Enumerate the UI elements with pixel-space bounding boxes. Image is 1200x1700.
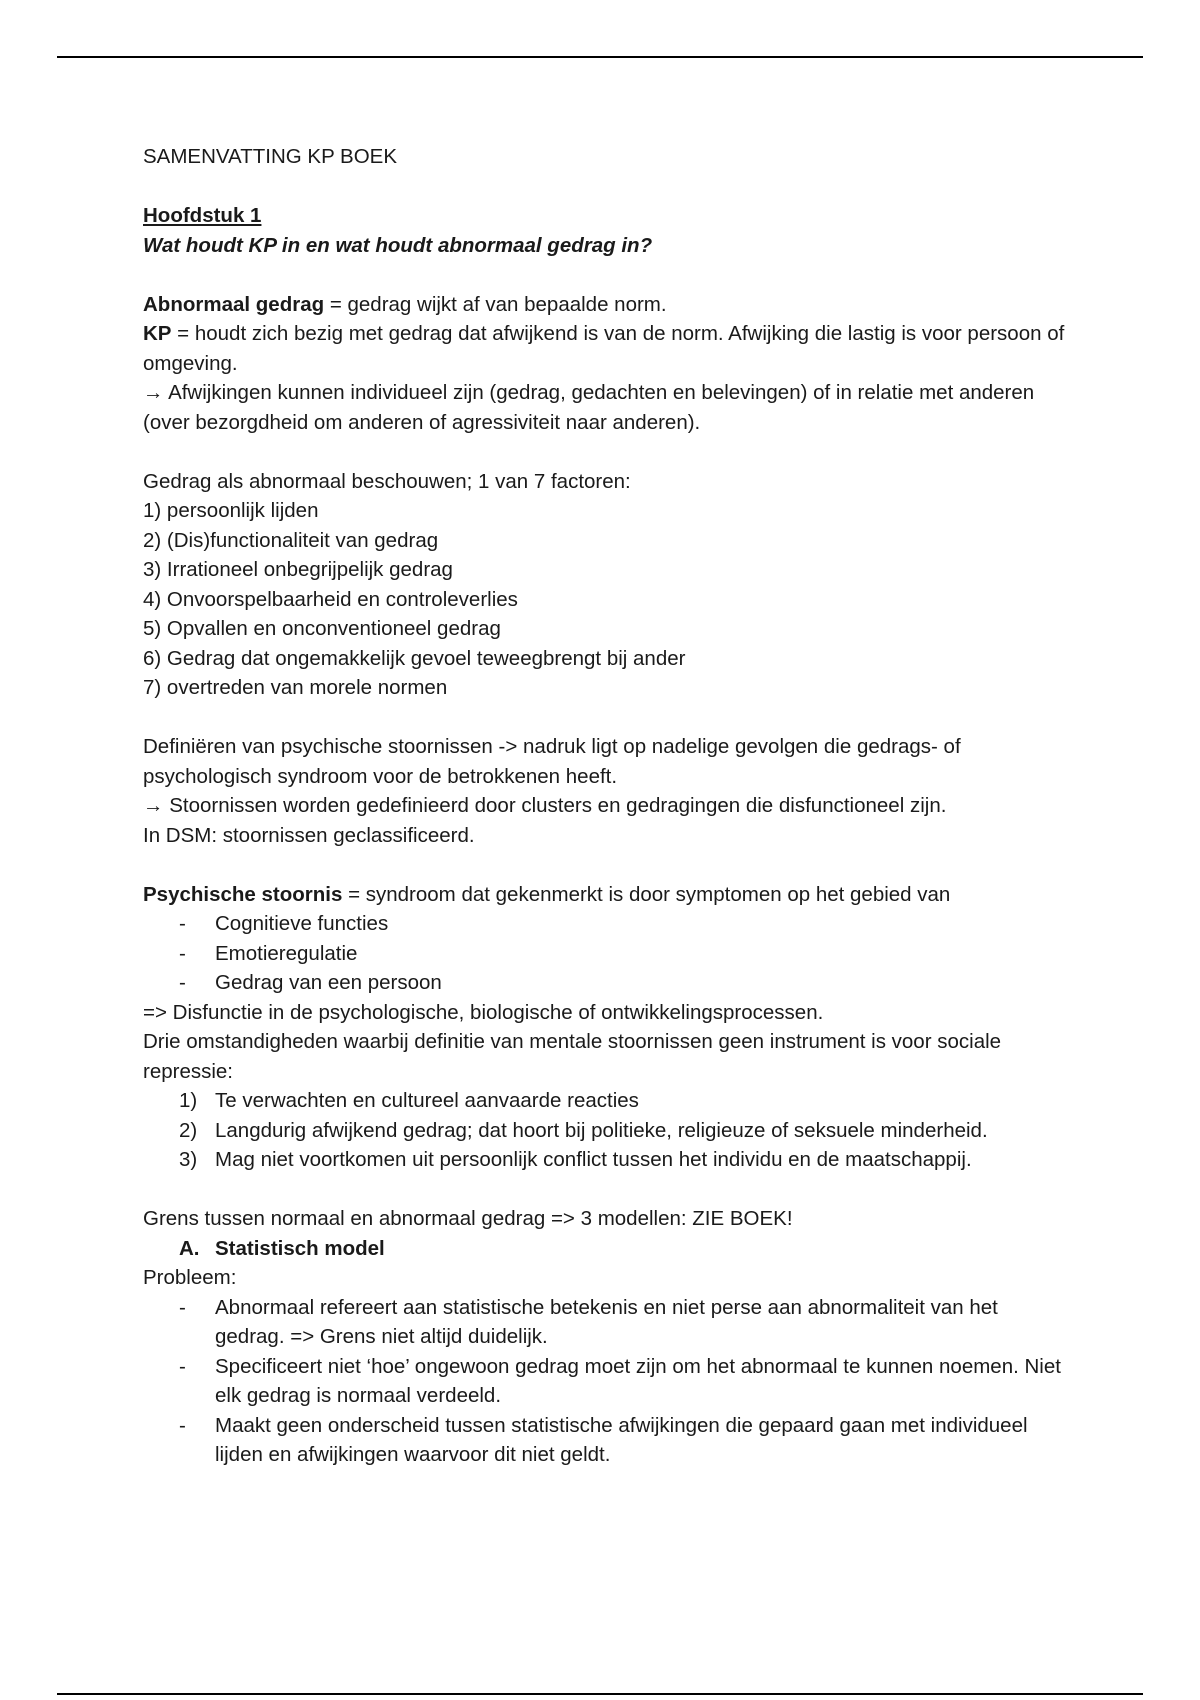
item-number: 3) bbox=[179, 1148, 198, 1171]
definition-text: = syndroom dat gekenmerkt is door symptomen op het gebied van bbox=[342, 882, 951, 906]
model-heading: A. Statistisch model bbox=[143, 1234, 1073, 1264]
bullet-item: - Cognitieve functies bbox=[143, 909, 1073, 939]
dsm-note: In DSM: stoornissen geclassificeerd. bbox=[143, 823, 475, 847]
term: Abnormaal gedrag bbox=[143, 292, 325, 316]
footer-rule bbox=[57, 1693, 1143, 1695]
kp-arrow-note: → Afwijkingen kunnen individueel zijn (gedrag, gedachten en belevingen) of in relatie met anderen (over bezorgdheid om anderen of agressiviteit naar anderen). bbox=[143, 381, 1035, 434]
problem-label: Probleem: bbox=[143, 1266, 237, 1289]
factor-item: 5) Opvallen en onconventioneel gedrag bbox=[143, 617, 501, 640]
bullet-marker: - bbox=[179, 971, 186, 994]
definition-text: = houdt zich bezig met gedrag dat afwijkend is van de norm. Afwijking die lastig is voor persoon of omgeving. bbox=[143, 322, 1065, 375]
factor-item: 3) Irrationeel onbegrijpelijk gedrag bbox=[143, 558, 453, 581]
defining-arrow-note: → Stoornissen worden gedefinieerd door clusters en gedragingen die disfunctioneel zijn. bbox=[143, 794, 947, 817]
item-number: 1) bbox=[179, 1089, 198, 1112]
model-marker: A. bbox=[179, 1236, 200, 1260]
disorder-conclusion: => Disfunctie in de psychologische, biologische of ontwikkelingsprocessen. bbox=[143, 1000, 824, 1024]
bullet-marker: - bbox=[179, 1354, 186, 1378]
numbered-item: 2) Langdurig afwijkend gedrag; dat hoort bij politieke, religieuze of seksuele minderheid. bbox=[143, 1116, 1073, 1146]
term: Psychische stoornis bbox=[143, 882, 343, 906]
factor-item: 1) persoonlijk lijden bbox=[143, 499, 319, 522]
definition-abnormal-behaviour bbox=[143, 290, 1073, 320]
bullet-marker: - bbox=[179, 1413, 186, 1437]
factors-intro: Gedrag als abnormaal beschouwen; 1 van 7 factoren: bbox=[143, 469, 631, 493]
factor-item: 7) overtreden van morele normen bbox=[143, 676, 448, 699]
factor-item: 4) Onvoorspelbaarheid en controleverlies bbox=[143, 587, 518, 611]
item-number: 2) bbox=[179, 1118, 198, 1142]
factor-item: 6) Gedrag dat ongemakkelijk gevoel teweegbrengt bij ander bbox=[143, 646, 686, 670]
numbered-item: 3) Mag niet voortkomen uit persoonlijk conflict tussen het individu en de maatschappij. bbox=[143, 1145, 1073, 1175]
bullet-marker: - bbox=[179, 1295, 186, 1319]
bullet-item: - Abnormaal refereert aan statistische betekenis en niet perse aan abnormaliteit van het gedrag. => Grens niet altijd duidelijk. bbox=[143, 1293, 1073, 1352]
definition-text: = gedrag wijkt af van bepaalde norm. bbox=[324, 292, 667, 316]
chapter-heading: Hoofdstuk 1 bbox=[143, 204, 262, 227]
bullet-item: - Gedrag van een persoon bbox=[143, 968, 1073, 998]
defining-disorders: Definiëren van psychische stoornissen -> nadruk ligt op nadelige gevolgen die gedrags- of psychologisch syndroom voor de betrokkenen heeft. bbox=[143, 735, 961, 788]
term: KP bbox=[143, 322, 172, 345]
header-rule bbox=[57, 56, 1143, 58]
numbered-item: 1) Te verwachten en cultureel aanvaarde reacties bbox=[143, 1086, 1073, 1116]
bullet-item: - Emotieregulatie bbox=[143, 939, 1073, 969]
document-body bbox=[143, 142, 1073, 1470]
models-intro: Grens tussen normaal en abnormaal gedrag => 3 modellen: ZIE BOEK! bbox=[143, 1207, 793, 1230]
chapter-question: Wat houdt KP in en wat houdt abnormaal gedrag in? bbox=[143, 233, 653, 257]
circumstances-intro: Drie omstandigheden waarbij definitie van mentale stoornissen geen instrument is voor sociale repressie: bbox=[143, 1030, 1002, 1083]
definition-psychic-disorder bbox=[143, 880, 1073, 910]
factor-item: 2) (Dis)functionaliteit van gedrag bbox=[143, 528, 439, 552]
bullet-marker: - bbox=[179, 912, 186, 935]
definition-kp bbox=[143, 319, 1073, 378]
bullet-marker: - bbox=[179, 941, 186, 965]
document-title: SAMENVATTING KP BOEK bbox=[143, 145, 398, 168]
bullet-item: - Maakt geen onderscheid tussen statistische afwijkingen die gepaard gaan met individueel lijden en afwijkingen waarvoor dit niet geldt. bbox=[143, 1411, 1073, 1470]
bullet-item: - Specificeert niet ‘hoe’ ongewoon gedrag moet zijn om het abnormaal te kunnen noemen. Niet elk gedrag is normaal verdeeld. bbox=[143, 1352, 1073, 1411]
